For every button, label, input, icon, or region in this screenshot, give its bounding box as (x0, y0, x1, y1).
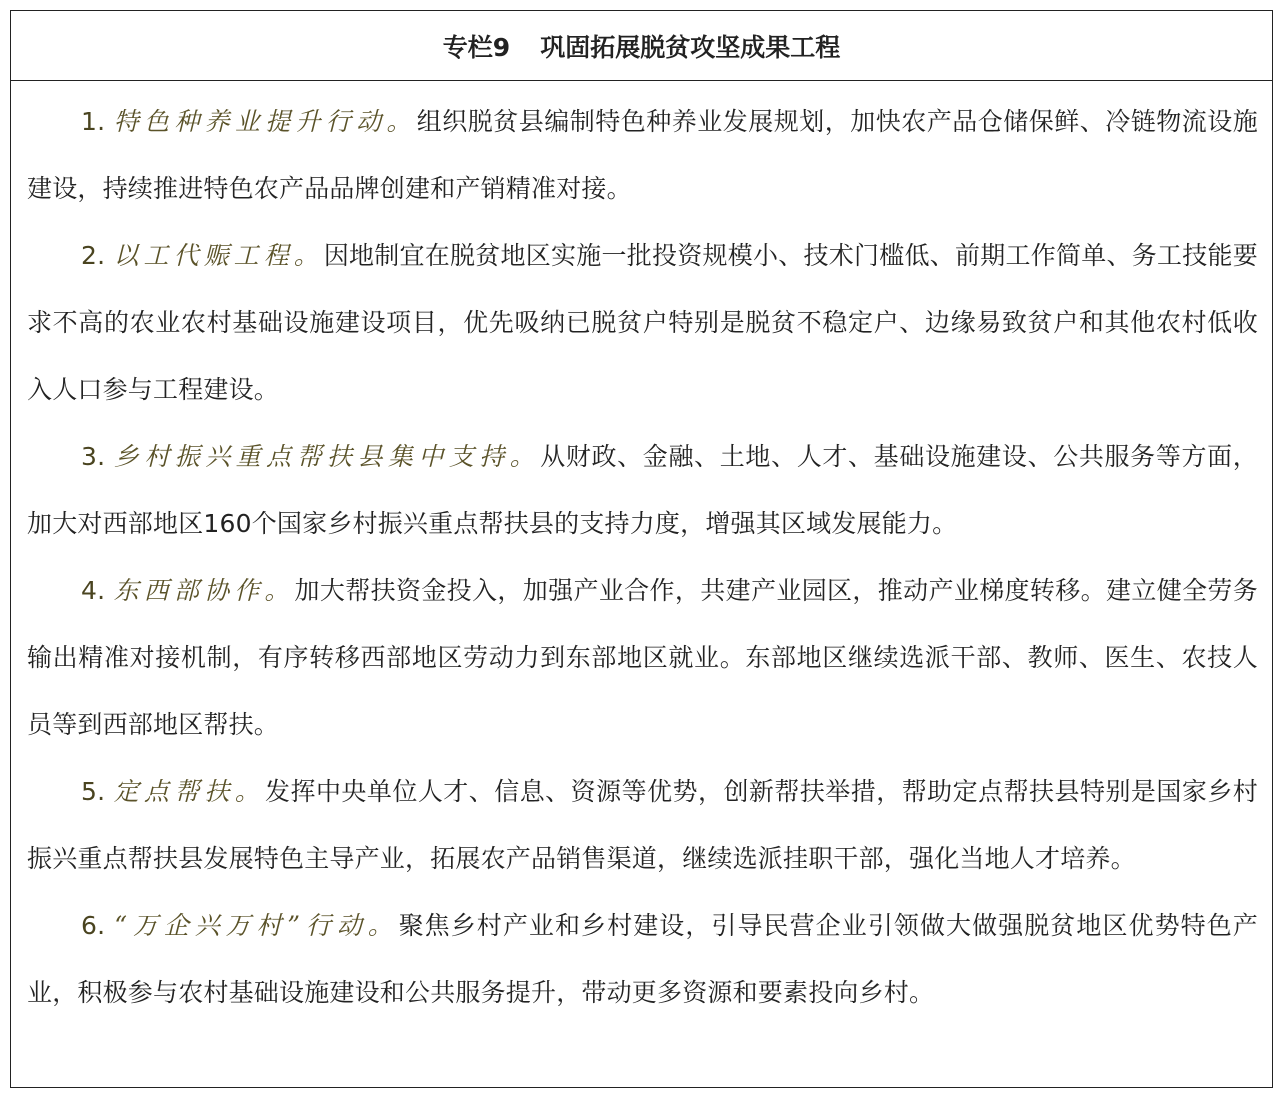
column-title-text: 巩固拓展脱贫攻坚成果工程 (540, 32, 841, 62)
item-text: 聚焦乡村产业和乡村建设，引导民营企业引领做大做强脱贫地区优势特色产业，积极参与农村基础设施建设和公共服务提升，带动更多资源和要素投向乡村。 (27, 911, 1259, 1007)
item-text: 发挥中央单位人才、信息、资源等优势，创新帮扶举措，帮助定点帮扶县特别是国家乡村振兴重点帮扶县发展特色主导产业，拓展农产品销售渠道，继续选派挂职干部，强化当地人才培养。 (27, 777, 1258, 873)
item-number: 2. (81, 241, 106, 270)
item-paragraph (27, 88, 1258, 222)
item-number: 3. (81, 442, 106, 471)
item-heading: 特色种养业提升行动。 (113, 107, 417, 136)
item-heading: 定点帮扶。 (113, 777, 266, 806)
item-number: 1. (81, 107, 106, 136)
column-body (11, 81, 1272, 1026)
column-box (10, 10, 1273, 1088)
item-text: 加大帮扶资金投入，加强产业合作，共建产业园区，推动产业梯度转移。建立健全劳务输出精准对接机制，有序转移西部地区劳动力到东部地区就业。东部地区继续选派干部、教师、医生、农技人员等到西部地区帮扶。 (27, 576, 1258, 739)
item-heading: 东西部协作。 (113, 576, 295, 605)
column-label: 专栏9 (442, 32, 511, 62)
item-paragraph (27, 892, 1258, 1026)
item-heading: “万企兴万村”行动。 (114, 911, 399, 940)
item-paragraph (27, 423, 1258, 557)
item-number: 6. (81, 911, 106, 940)
item-number: 5. (81, 777, 106, 806)
column-title (11, 11, 1272, 81)
item-paragraph (27, 758, 1258, 892)
item-heading: 以工代赈工程。 (113, 241, 324, 270)
item-text: 从财政、金融、土地、人才、基础设施建设、公共服务等方面，加大对西部地区160个国家乡村振兴重点帮扶县的支持力度，增强其区域发展能力。 (27, 442, 1258, 538)
item-number: 4. (81, 576, 106, 605)
item-paragraph (27, 222, 1258, 423)
item-text: 因地制宜在脱贫地区实施一批投资规模小、技术门槛低、前期工作简单、务工技能要求不高的农业农村基础设施建设项目，优先吸纳已脱贫户特别是脱贫不稳定户、边缘易致贫户和其他农村低收入人口参与工程建设。 (27, 241, 1258, 404)
item-text: 组织脱贫县编制特色种养业发展规划，加快农产品仓储保鲜、冷链物流设施建设，持续推进特色农产品品牌创建和产销精准对接。 (27, 107, 1258, 203)
item-paragraph (27, 557, 1258, 758)
item-heading: 乡村振兴重点帮扶县集中支持。 (113, 442, 541, 471)
